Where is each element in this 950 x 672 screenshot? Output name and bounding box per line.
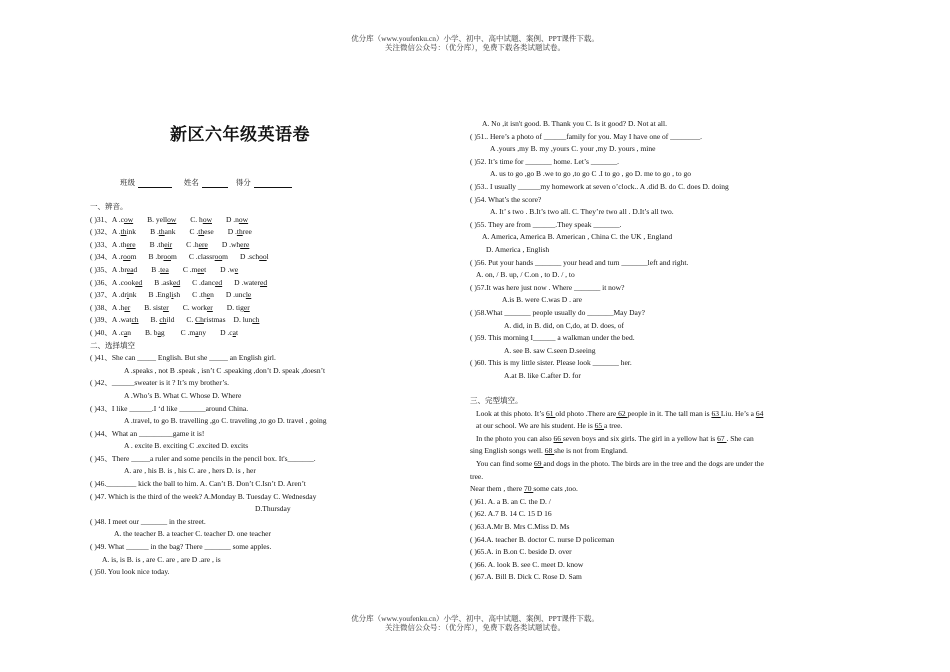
question-55: ( )55. They are from ______.They speak _______. bbox=[470, 219, 622, 229]
section-1-heading: 一、辨音。 bbox=[90, 202, 128, 211]
question-52-options: A. us to go ,go B .we to go ,to go C .I to go , go D. me to go , to go bbox=[490, 169, 692, 179]
right-column bbox=[470, 118, 764, 584]
section-2-heading: 二、选择填空 bbox=[90, 340, 135, 350]
question-52: ( )52. It’s time for _______ home. Let’s _______. bbox=[470, 156, 619, 166]
question-54: ( )54. What’s the score? bbox=[470, 194, 542, 204]
question-55-option-d: D. America , English bbox=[486, 244, 550, 254]
section-3-heading: 三、完型填空。 bbox=[470, 396, 523, 406]
bottom-footer bbox=[0, 614, 950, 632]
question-56: ( )56. Put your hands _______ your head and turn _______left and right. bbox=[470, 257, 689, 267]
question-35: ( )35、A .bread B .tea C .meet D .we bbox=[90, 264, 239, 274]
score-label: 得分 bbox=[235, 178, 251, 187]
question-59: ( )59. This morning I______ a walkman under the bed. bbox=[470, 333, 635, 343]
question-54-options: A. It’ s two . B.It’s two all. C. They’re two all . D.It’s all two. bbox=[490, 207, 674, 217]
question-43-options: A .travel, to go B. travelling ,go C. traveling ,to go D. travel , going bbox=[124, 416, 327, 426]
question-42: ( )42、______sweater is it ? It’s my brother’s. bbox=[90, 378, 230, 388]
question-44-options: A . excite B. exciting C .excited D. excits bbox=[124, 441, 249, 451]
name-blank[interactable] bbox=[202, 179, 228, 188]
cloze-line-4: sing English songs well. 68 she is not from England. bbox=[470, 446, 628, 456]
page-title: 新区六年级英语卷 bbox=[170, 125, 310, 145]
question-55-options: A. America, America B. American , China C. the UK , England bbox=[482, 232, 673, 242]
question-32: ( )32、A .think B .thank C .these D .three bbox=[90, 227, 252, 237]
question-51: ( )51.. Here’s a photo of ______family for you. May I have one of ________. bbox=[470, 131, 703, 141]
footer-line-2: 关注微信公众号：（优分库），免费下载各类试题试卷。 bbox=[385, 623, 565, 632]
question-50: ( )50. You look nice today. bbox=[90, 567, 170, 577]
question-42-options: A .Who’s B. What C. Whose D. Where bbox=[124, 390, 242, 400]
question-48-options: A. the teacher B. a teacher C. teacher D. one teacher bbox=[114, 529, 271, 539]
question-67: ( )67.A. Bill B. Dick C. Rose D. Sam bbox=[470, 572, 582, 582]
student-info-line bbox=[120, 177, 292, 188]
question-58-options: A. did, in B. did, on C,do, at D. does, of bbox=[504, 320, 624, 330]
score-blank[interactable] bbox=[254, 179, 292, 188]
header-line-2: 关注微信公众号：（优分库），免费下载各类试题试卷。 bbox=[385, 43, 565, 52]
question-34: ( )34、A .room B .broom C .classroom D .school bbox=[90, 252, 269, 262]
footer-line-1: 优分库（www.youfenku.cn）小学、初中、高中试题、案例、PPT课件下载。 bbox=[351, 614, 599, 623]
question-59-options: A. see B. saw C.seen D.seeing bbox=[504, 345, 596, 355]
left-column bbox=[90, 201, 326, 579]
question-63: ( )63.A.Mr B. Mrs C.Miss D. Ms bbox=[470, 522, 570, 531]
question-60: ( )60. This is my little sister. Please look _______ her. bbox=[470, 358, 632, 368]
question-45: ( )45、There _____a ruler and some pencils in the pencil box. It's_______. bbox=[90, 453, 316, 463]
question-47: ( )47. Which is the third of the week? A.Monday B. Tuesday C. Wednesday bbox=[90, 491, 317, 501]
question-45-options: A. are , his B. is , his C. are , hers D. is , her bbox=[124, 466, 256, 476]
question-40: ( )40、A .can B. bag C .many D .cat bbox=[90, 327, 239, 337]
class-label: 班级 bbox=[120, 178, 135, 187]
question-56-options: A. on, / B. up, / C.on , to D. / , to bbox=[476, 270, 575, 280]
question-41: ( )41、She can _____ English. But she _____ an English girl. bbox=[90, 353, 276, 363]
name-label: 姓名 bbox=[183, 178, 199, 187]
question-50-options: A. No ,it isn't good. B. Thank you C. Is it good? D. Not at all. bbox=[482, 119, 667, 128]
cloze-line-7: Near them , there 70 some cats ,too. bbox=[470, 484, 578, 494]
question-46: ( )46.________ kick the ball to him. A. Can’t B. Don’t C.Isn’t D. Aren’t bbox=[90, 479, 306, 489]
question-62: ( )62. A.7 B. 14 C. 15 D 16 bbox=[470, 509, 552, 519]
question-61: ( )61. A. a B. an C. the D. / bbox=[470, 496, 551, 506]
question-39: ( )39、A .watch B. child C. Christmas D. lunch bbox=[90, 315, 260, 325]
top-header bbox=[0, 34, 950, 52]
question-57-options: A.is B. were C.was D . are bbox=[502, 295, 582, 305]
question-36: ( )36、A .cooked B .asked C .danced D .watered bbox=[90, 277, 268, 287]
question-64: ( )64.A. teacher B. doctor C. nurse D policeman bbox=[470, 534, 615, 544]
question-47-option-d: D.Thursday bbox=[255, 504, 291, 514]
question-48: ( )48. I meet our _______ in the street. bbox=[90, 516, 206, 526]
question-49: ( )49. What ______ in the bag? There _______ some apples. bbox=[90, 542, 272, 552]
question-43: ( )43、I like ______.I ‘d like _______around China. bbox=[90, 403, 249, 413]
question-33: ( )33、A .there B .their C .here D .where bbox=[90, 239, 250, 249]
question-51-options: A .yours ,my B. my ,yours C. your ,my D. yours , mine bbox=[490, 144, 656, 154]
question-60-options: A.at B. like C.after D. for bbox=[504, 370, 581, 380]
cloze-line-2: at our school. We are his student. He is 65 a tree. bbox=[476, 421, 623, 431]
header-line-1: 优分库（www.youfenku.cn）小学、初中、高中试题、案例、PPT课件下载。 bbox=[351, 34, 599, 43]
question-57: ( )57.It was here just now . Where _______ it now? bbox=[470, 282, 625, 292]
cloze-line-1: Look at this photo. It’s 61 old photo .There are 62 people in it. The tall man is 63 Liu. He’s a 64 bbox=[476, 408, 764, 418]
cloze-line-3: In the photo you can also 66 seven boys and six girls. The girl in a yellow hat is 67 . She can bbox=[476, 433, 754, 443]
question-31: ( )31、A .cow B. yellow C. how D .now bbox=[90, 214, 249, 224]
question-66: ( )66. A. look B. see C. meet D. know bbox=[470, 559, 584, 569]
question-38: ( )38、A .her B. sister C. worker D. tiger bbox=[90, 302, 250, 312]
question-37: ( )37、A .drink B .English C .then D .uncle bbox=[90, 290, 252, 300]
question-44: ( )44、What an _________game it is! bbox=[90, 428, 205, 438]
cloze-line-5: You can find some 69 and dogs in the photo. The birds are in the tree and the dogs are under the bbox=[476, 459, 764, 469]
question-53: ( )53.. I usually ______my homework at seven o’clock.. A .did B. do C. does D. doing bbox=[470, 181, 729, 191]
question-41-options: A .speaks , not B .speak , isn’t C .speaking ,don’t D. speak ,doesn’t bbox=[124, 365, 326, 375]
question-49-options: A. is, is B. is , are C. are , are D .are , is bbox=[102, 554, 221, 564]
cloze-line-6: tree. bbox=[470, 471, 484, 481]
question-65: ( )65.A. in B.on C. beside D. over bbox=[470, 547, 572, 557]
question-58: ( )58.What _______ people usually do _______May Day? bbox=[470, 307, 645, 317]
class-blank[interactable] bbox=[138, 179, 172, 188]
